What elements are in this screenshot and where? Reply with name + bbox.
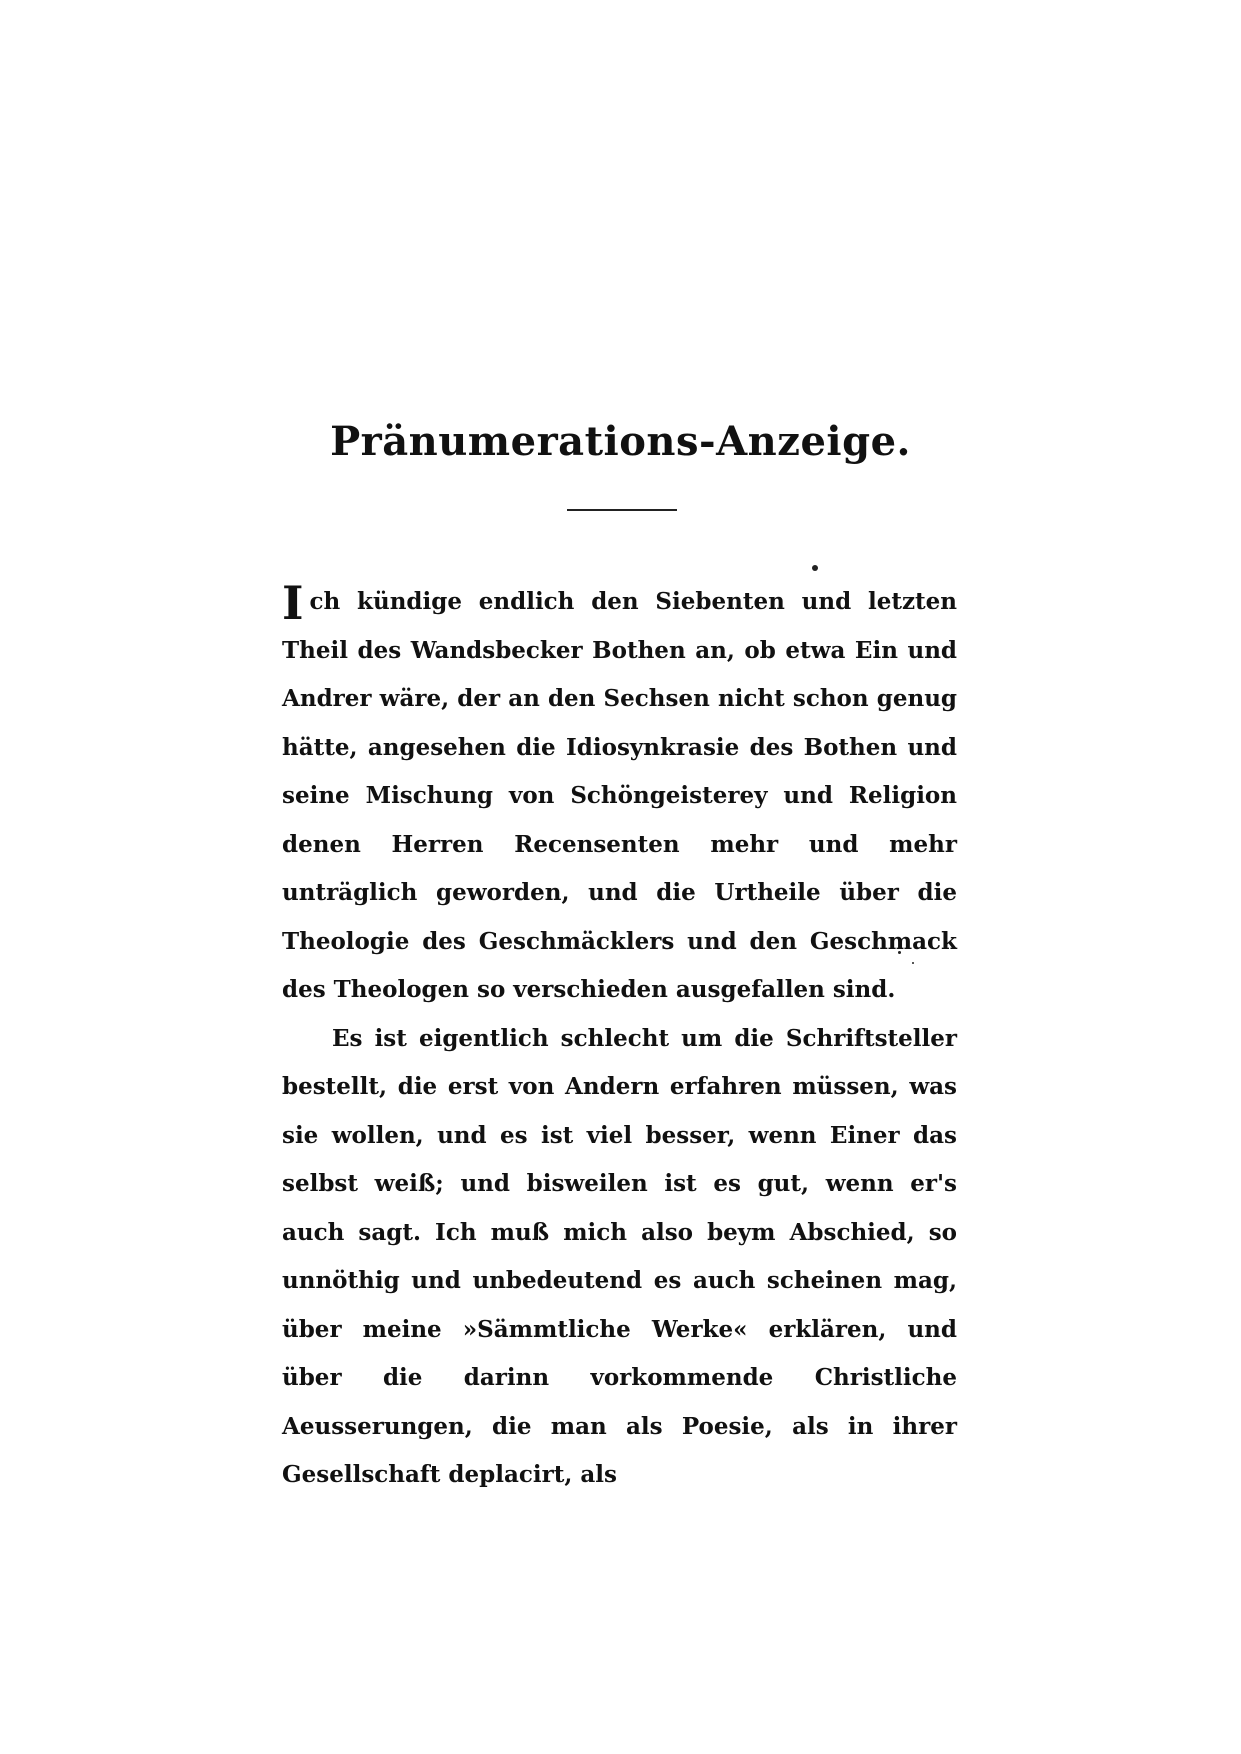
paragraph-1-text: ch kündige endlich den Siebenten und letzten Theil des Wandsbecker Bothen an, ob etwa Ein und Andrer wäre, der an den Sechsen nicht schon genug hätte, angesehen die Idiosynkrasie des Bothen und seine Mischung von Schöngeisterey und Religion denen Herren Recensenten mehr und mehr unträglich geworden, und die Urtheile über die Theologie des Geschmäcklers und den Geschmack des Theologen so verschieden ausgefallen sind. <box>282 588 957 1003</box>
page-title: Pränumerations-Anzeige. <box>330 418 911 465</box>
title-divider <box>567 509 677 511</box>
body-text <box>282 578 957 1500</box>
drop-cap-initial: I <box>282 576 304 630</box>
print-speck <box>812 565 818 571</box>
paragraph-1 <box>282 578 957 1015</box>
paragraph-2: Es ist eigentlich schlecht um die Schriftsteller bestellt, die erst von Andern erfahren müssen, was sie wollen, und es ist viel besser, wenn Einer das selbst weiß; und bisweilen ist es gut, wenn er's auch sagt. Ich muß mich also beym Abschied, so unnöthig und unbedeutend es auch scheinen mag, über meine »Sämmtliche Werke« erklären, und über die darinn vorkommende Christliche Aeusserungen, die man als Poesie, als in ihrer Gesellschaft deplacirt, als <box>282 1024 957 1488</box>
